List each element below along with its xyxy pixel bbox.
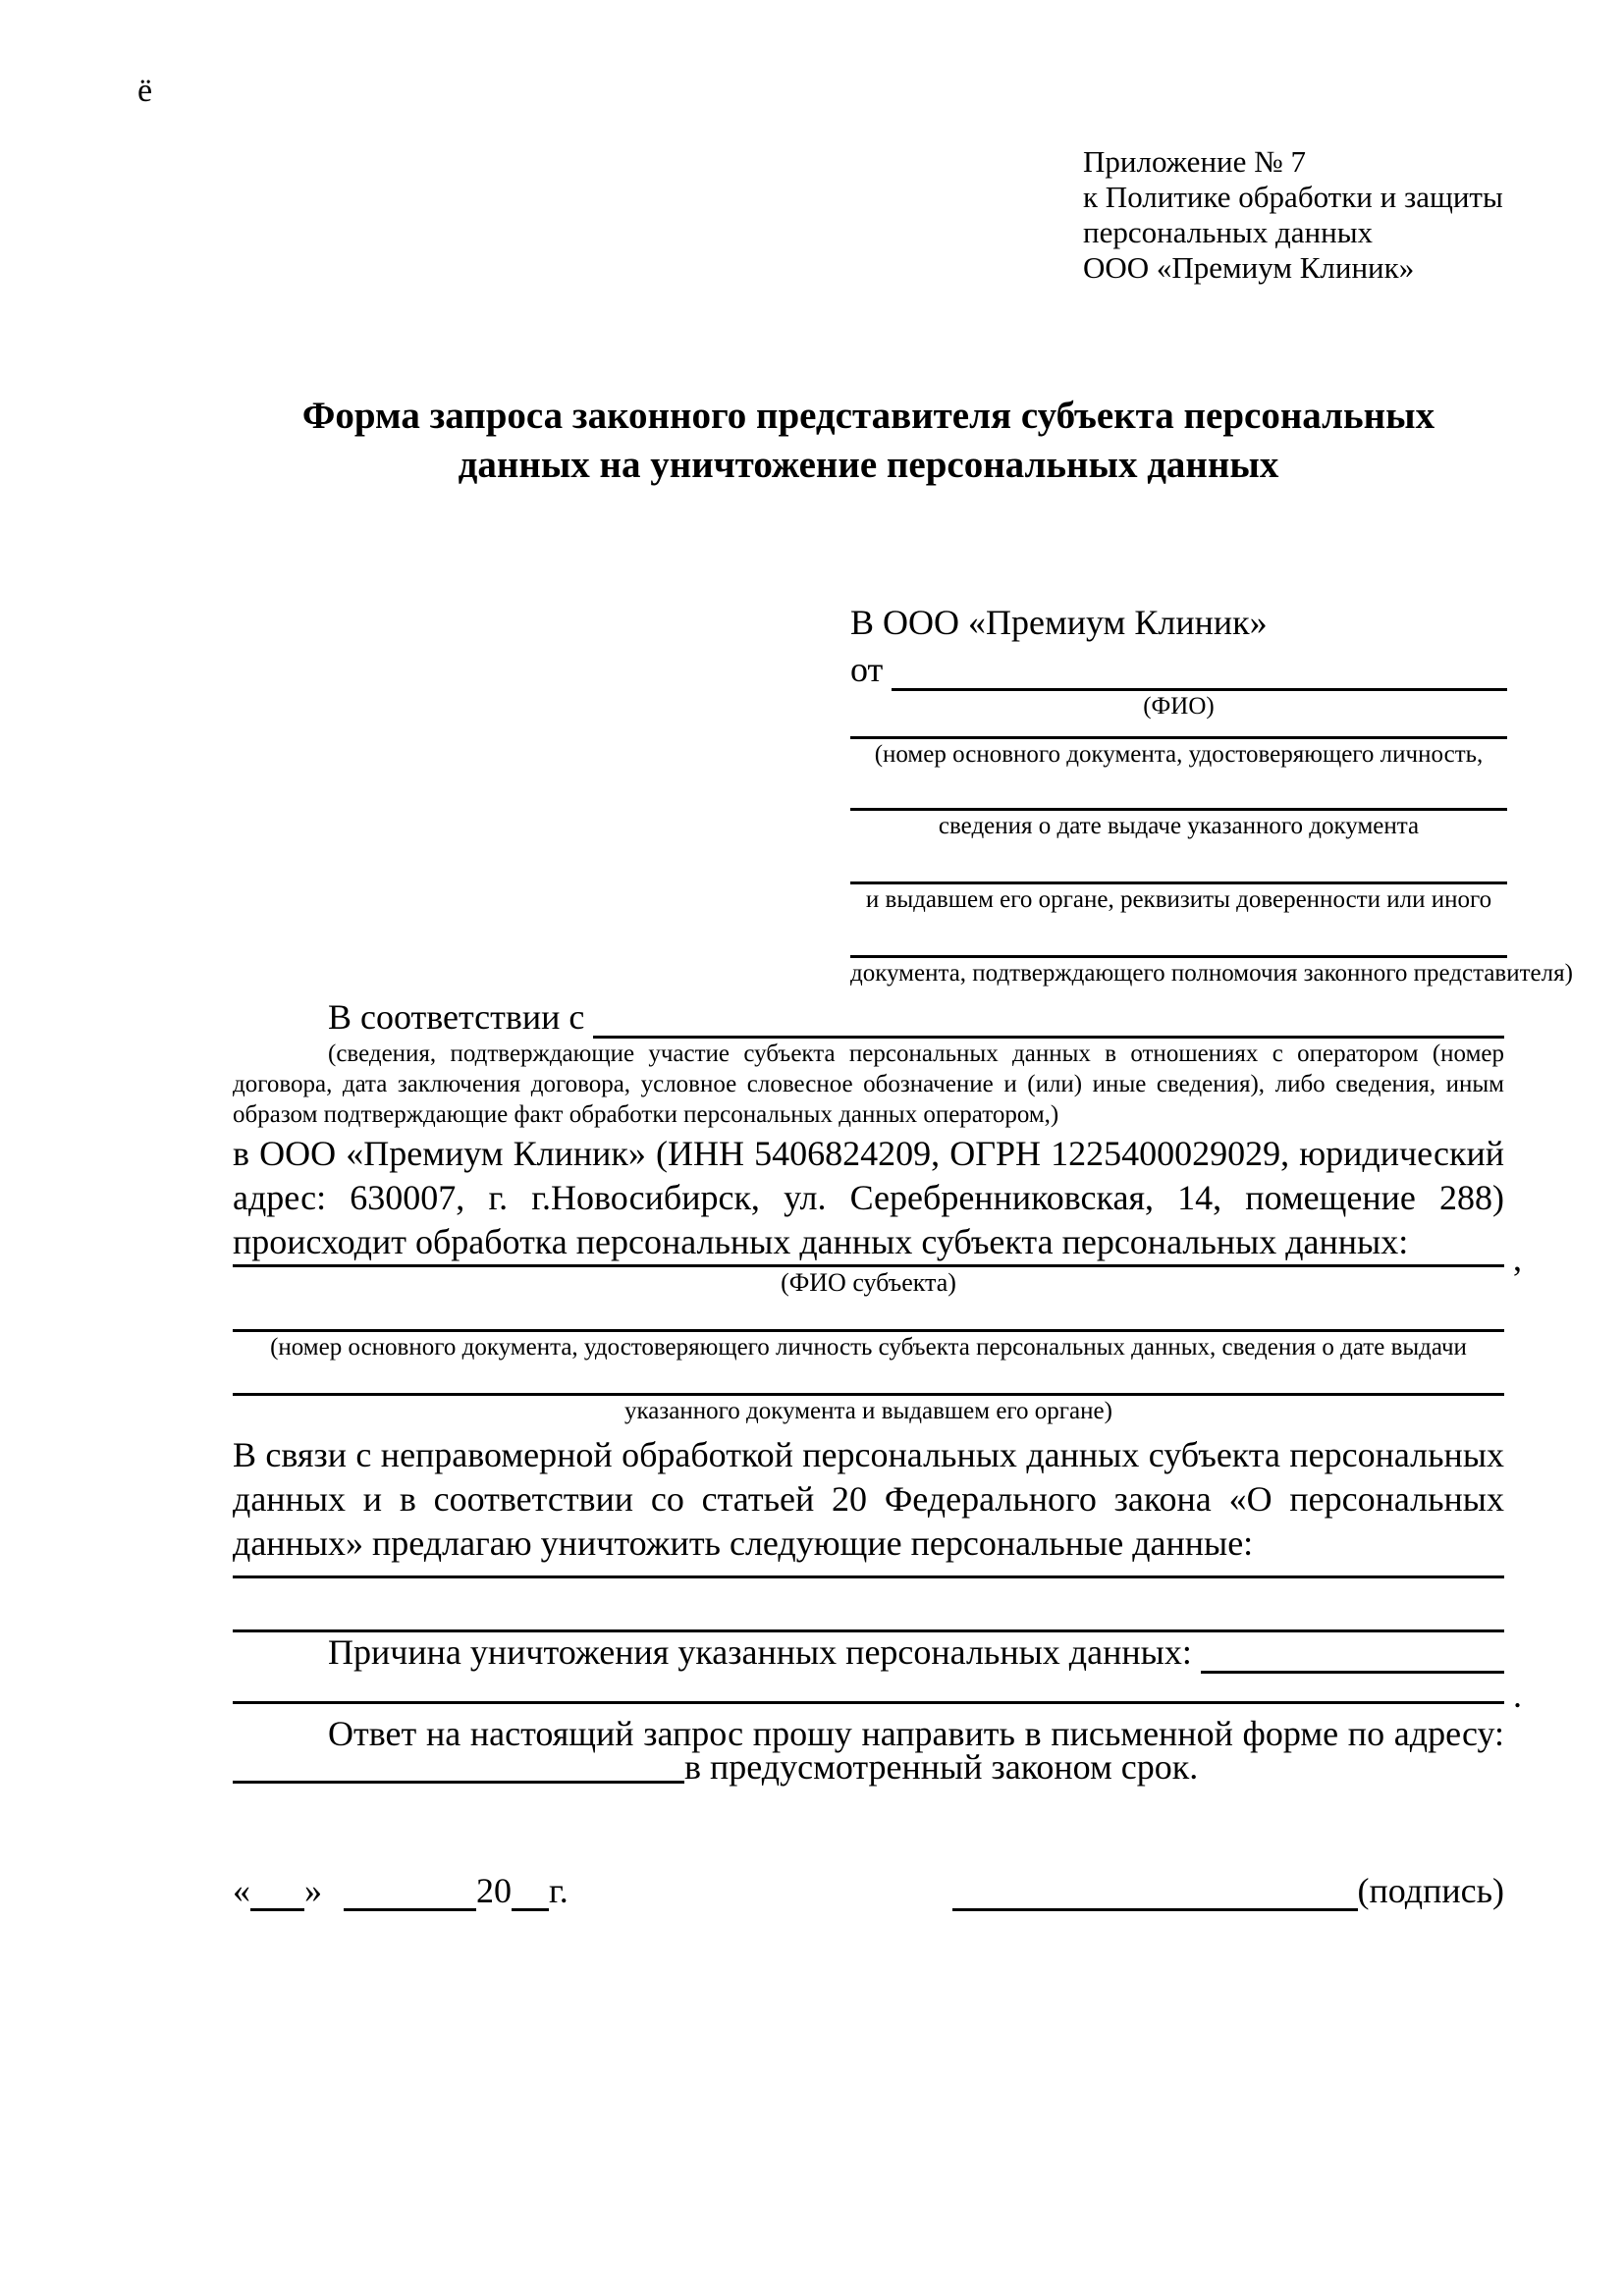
addressee-from-row [850, 644, 1507, 691]
accordance-blank-line [593, 998, 1504, 1039]
subject-doc-caption-2: указанного документа и выдавшем его органе) [624, 1398, 1112, 1424]
appendix-line-3: персональных данных [1083, 215, 1374, 249]
representative-doc-blank-line-2 [850, 771, 1507, 811]
subject-fio-caption: (ФИО субъекта) [781, 1268, 956, 1297]
signature-caption: (подпись) [1357, 1871, 1504, 1910]
year-suffix: г. [549, 1871, 568, 1910]
representative-doc-blank-line-1 [850, 722, 1507, 739]
personal-data-blank-line-1 [233, 1566, 1504, 1578]
reason-blank-line [1201, 1633, 1504, 1674]
date-signature-row [233, 1866, 1504, 1911]
subject-doc-caption-1: (номер основного документа, удостоверяющего личность субъекта персональных данных, сведения о дате выдачи [270, 1334, 1467, 1361]
year-blank-line [512, 1875, 549, 1911]
appendix-line-4: ООО «Премиум Клиник» [1083, 250, 1415, 285]
personal-data-blank-line-2 [233, 1578, 1504, 1632]
address-blank-line [233, 1755, 684, 1784]
accordance-caption: (сведения, подтверждающие участие субъекта персональных данных в отношениях с оператором (номер договора, дата заключения договора, условное словесное обозначение и (или) иные сведения), либо сведения, иным образом подтверждающие факт обработки персональных данных оператором,) [233, 1041, 1504, 1128]
subject-fio-blank-line [233, 1239, 1522, 1278]
representative-doc-caption-1: (номер основного документа, удостоверяющего личность, [874, 741, 1484, 768]
reason-blank-line-2 [233, 1674, 1522, 1715]
answer-address-row [233, 1747, 1504, 1787]
date-quote-open: « [233, 1871, 250, 1910]
comma-char: , [1513, 1239, 1522, 1278]
destruction-paragraph: В связи с неправомерной обработкой персональных данных субъекта персональных данных и в соответствии со статьей 20 Федерального закона «О персональных данных» предлагаю уничтожить следующие персональные данные: [233, 1435, 1504, 1563]
representative-doc-caption-4: документа, подтверждающего полномочия законного представителя) [850, 960, 1573, 987]
answer-paragraph: Ответ на настоящий запрос прошу направить в письменной форме по адресу: [328, 1714, 1504, 1753]
accordance-label: В соответствии с [328, 997, 594, 1037]
addressee-block [850, 601, 1573, 989]
date-quote-close: » [304, 1871, 322, 1910]
appendix-line-2: к Политике обработки и защиты [1083, 180, 1503, 214]
addressee-to: В ООО «Премиум Клиник» [850, 603, 1268, 642]
main-body [233, 989, 1522, 1911]
day-blank-line [250, 1875, 304, 1911]
answer-tail: в предусмотренный законом срок. [684, 1747, 1199, 1787]
form-title: Форма запроса законного представителя субъекта персональных данных на уничтожение персональных данных [301, 395, 1435, 486]
month-blank-line [344, 1875, 476, 1911]
from-label: от [850, 650, 893, 689]
accordance-row [233, 989, 1504, 1039]
operator-paragraph: в ООО «Премиум Клиник» (ИНН 5406824209, ОГРН 1225400029029, юридический адрес: 630007, г. г.Новосибирск, ул. Серебренниковская, 14, помещение 288) происходит обработка персональных данных субъекта персональных данных: [233, 1134, 1504, 1261]
reason-label: Причина уничтожения указанных персональных данных: [328, 1632, 1201, 1672]
representative-doc-caption-2: сведения о дате выдаче указанного документа [938, 813, 1420, 839]
subject-doc-blank-line-2 [233, 1363, 1504, 1396]
appendix-line-1: Приложение № 7 [1083, 144, 1306, 179]
period-char: . [1513, 1676, 1522, 1715]
signature-blank-line [952, 1875, 1358, 1911]
representative-fio-blank-line [892, 651, 1507, 691]
fio-caption: (ФИО) [1143, 693, 1215, 720]
stray-char: ё [137, 73, 153, 109]
subject-doc-blank-line-1 [233, 1299, 1504, 1332]
representative-doc-caption-3: и выдавшем его органе, реквизиты доверенности или иного [865, 886, 1492, 913]
representative-doc-blank-line-3 [850, 842, 1507, 884]
representative-doc-blank-line-4 [850, 916, 1507, 958]
year-prefix: 20 [476, 1871, 512, 1910]
appendix-block [1083, 144, 1503, 286]
reason-row [233, 1634, 1504, 1674]
